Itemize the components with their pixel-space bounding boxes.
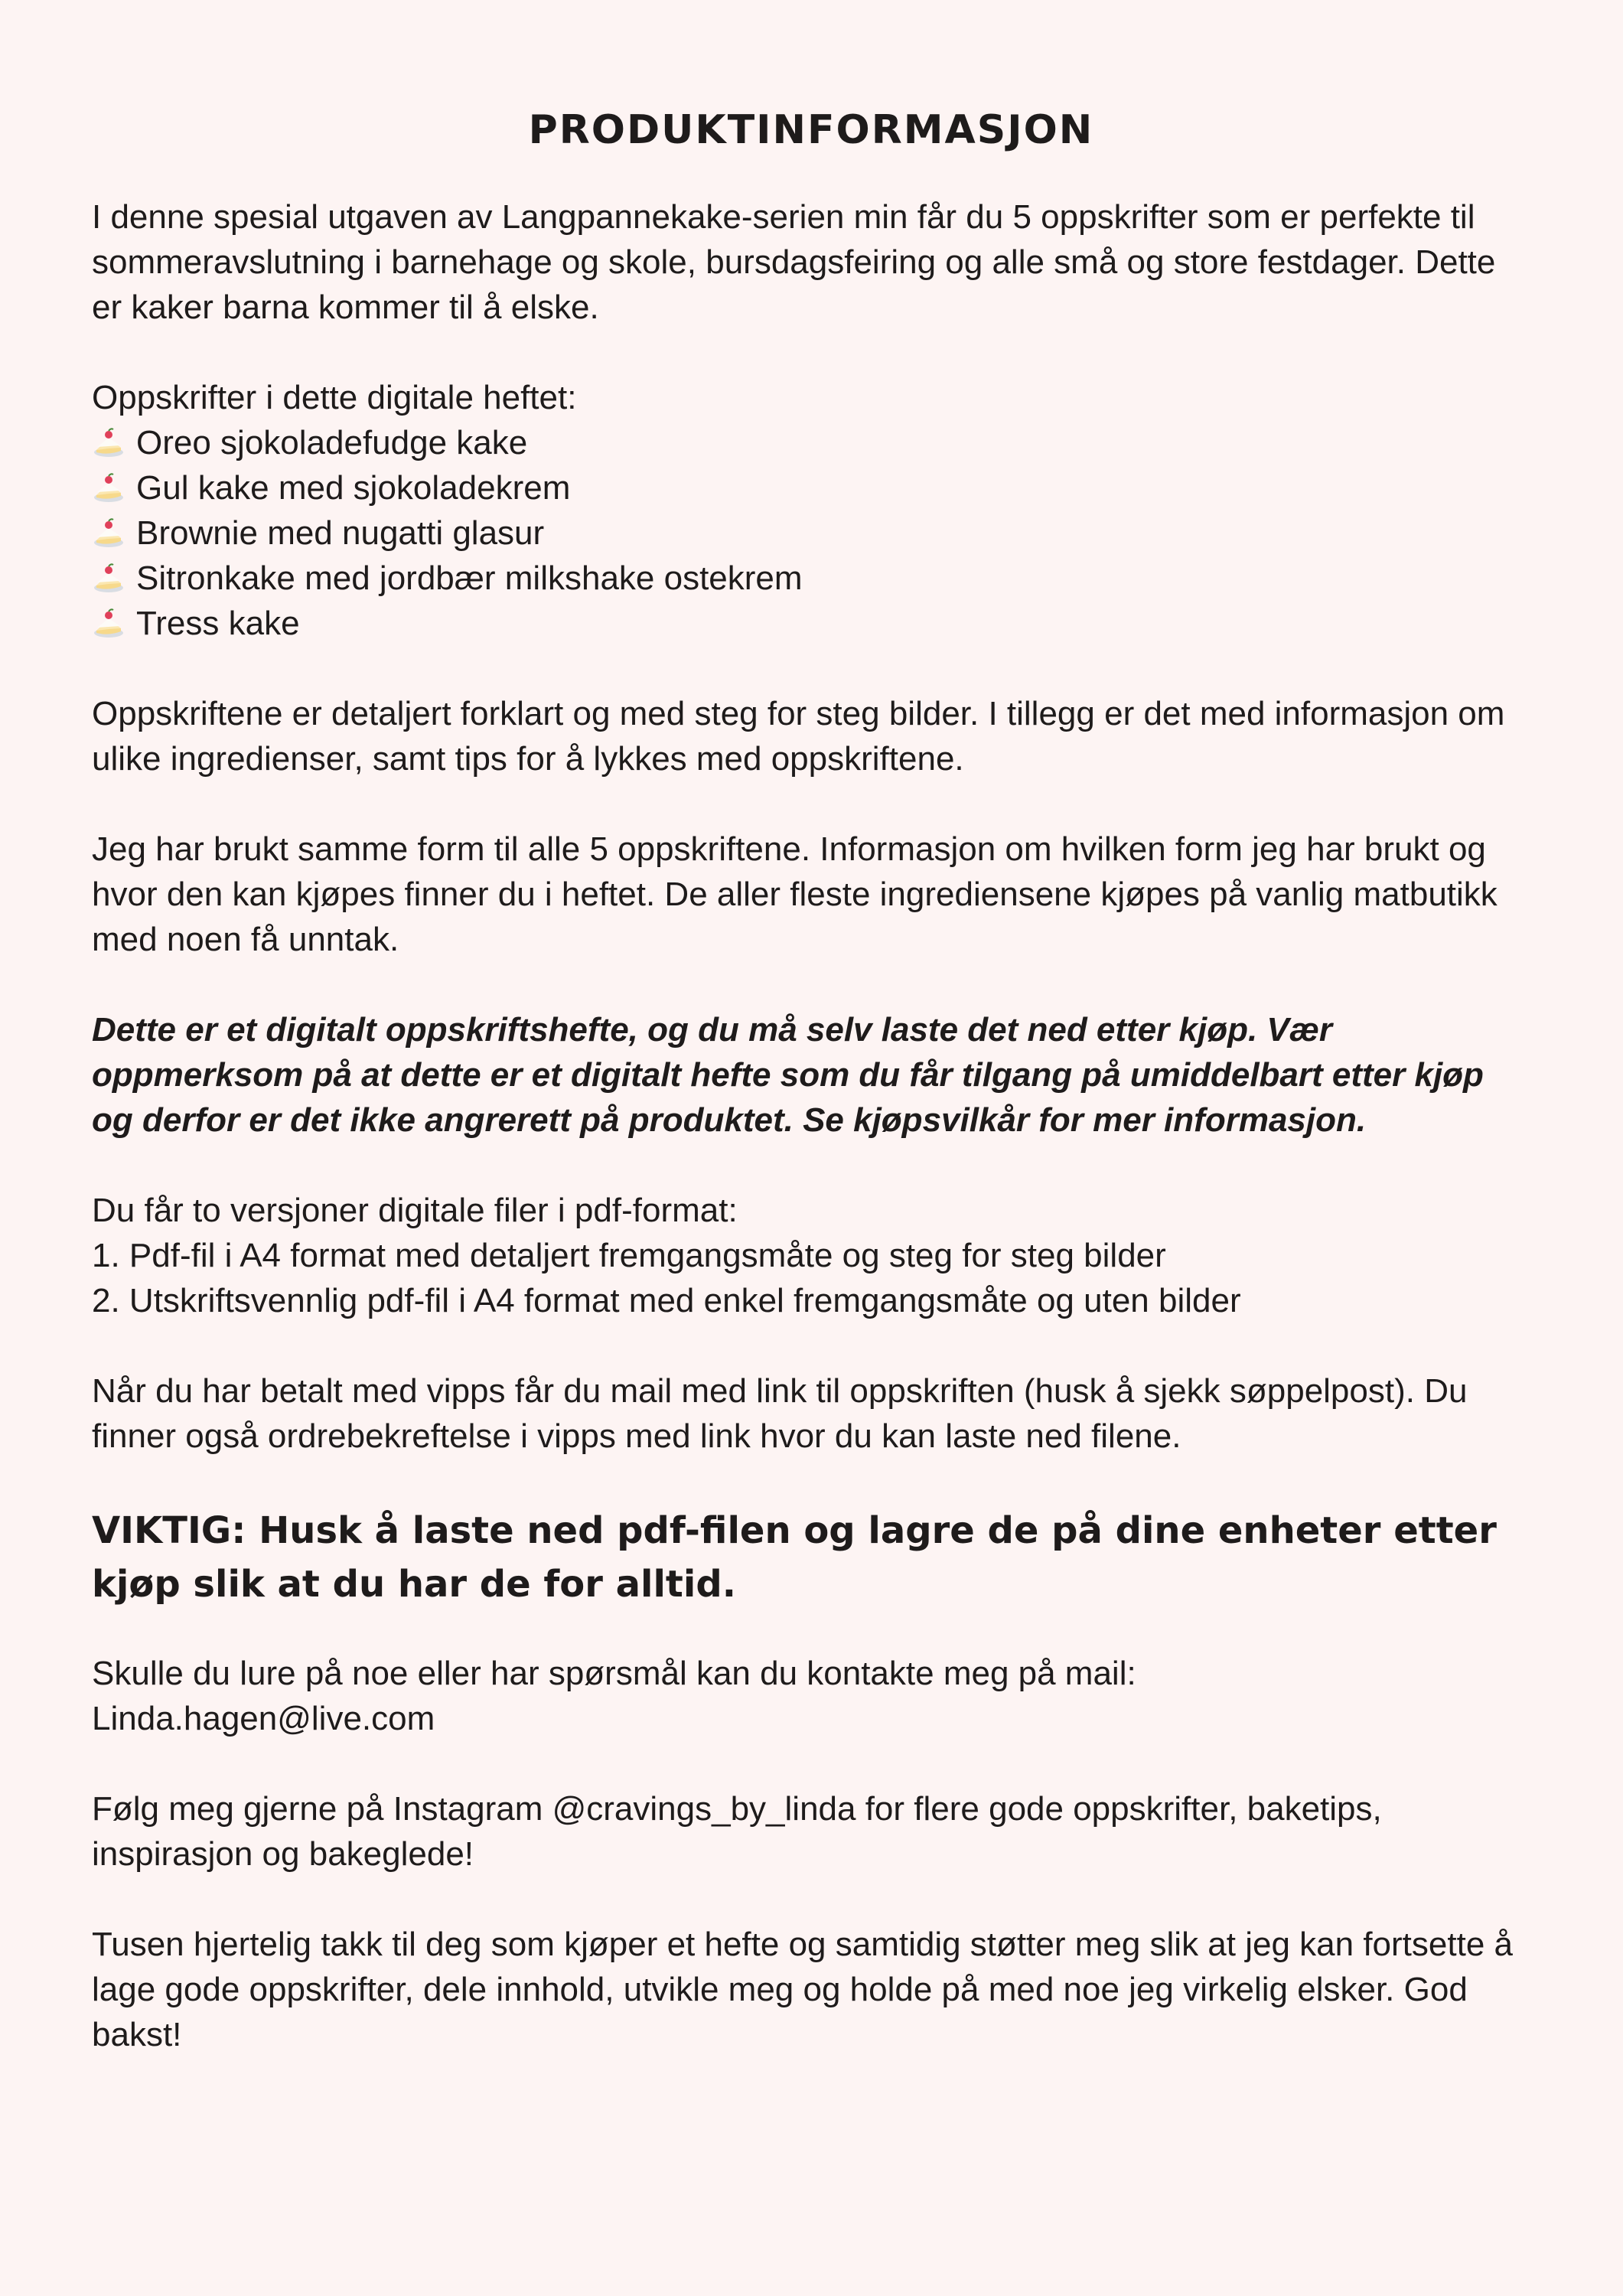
recipe-label: Brownie med nugatti glasur [136, 514, 545, 552]
details-text: Oppskriftene er detaljert forklart og med steg for steg bilder. I tillegg er det med informasjon om ulike ingredienser, samt tips for å lykkes med oppskriftene. [92, 695, 1505, 778]
vipps-text: Når du har betalt med vipps får du mail med link til oppskriften (husk å sjekk søppelpost). Du finner også ordrebekreftelse i vipps med link hvor du kan laste ned filene. [92, 1372, 1468, 1455]
intro-paragraph [92, 194, 1530, 330]
recipe-item [92, 465, 1530, 510]
recipe-item [92, 556, 1530, 601]
contact-email: Linda.hagen@live.com [92, 1700, 435, 1737]
intro-text: I denne spesial utgaven av Langpannekake-serien min får du 5 oppskrifter som er perfekte til sommeravslutning i barnehage og skole, bursdagsfeiring og alle små og store festdager. Dette er kaker barna kommer til å elske. [92, 198, 1496, 326]
contact-section [92, 1651, 1530, 1741]
thanks-paragraph [92, 1922, 1530, 2057]
cake-slice-icon [92, 425, 125, 458]
recipe-label: Sitronkake med jordbær milkshake ostekrem [136, 559, 803, 597]
page-title: PRODUKTINFORMASJON [528, 107, 1094, 153]
form-info-paragraph [92, 827, 1530, 962]
details-paragraph [92, 691, 1530, 781]
important-notice: VIKTIG: Husk å laste ned pdf-filen og lagre de på dine enheter etter kjøp slik at du har de for alltid. [92, 1509, 1497, 1606]
recipe-label: Gul kake med sjokoladekrem [136, 469, 571, 507]
recipe-item [92, 420, 1530, 465]
cake-slice-icon [92, 560, 125, 594]
vipps-paragraph [92, 1368, 1530, 1459]
cake-slice-icon [92, 470, 125, 504]
cake-slice-icon [92, 515, 125, 549]
digital-notice-text: Dette er et digitalt oppskriftshefte, og du må selv laste det ned etter kjøp. Vær oppmerksom på at dette er et digitalt hefte som du får tilgang på umiddelbart etter kjøp og derfor er det ikke angrerett på produktet. Se kjøpsvilkår for mer informasjon. [92, 1011, 1484, 1139]
instagram-paragraph [92, 1786, 1530, 1877]
document-page [92, 99, 1530, 2102]
instagram-text: Følg meg gjerne på Instagram @cravings_by_linda for flere gode oppskrifter, baketips, inspirasjon og bakeglede! [92, 1790, 1382, 1873]
recipe-label: Tress kake [136, 605, 300, 642]
versions-heading: Du får to versjoner digitale filer i pdf-format: [92, 1192, 738, 1229]
digital-notice-paragraph [92, 1007, 1530, 1143]
recipe-list [92, 420, 1530, 646]
recipe-item [92, 601, 1530, 646]
version-item: 2. Utskriftsvennlig pdf-fil i A4 format med enkel fremgangsmåte og uten bilder [92, 1282, 1241, 1319]
thanks-text: Tusen hjertelig takk til deg som kjøper et hefte og samtidig støtter meg slik at jeg kan fortsette å lage gode oppskrifter, dele innhold, utvikle meg og holde på med noe jeg virkelig elsker. God bakst! [92, 1926, 1513, 2053]
recipes-heading: Oppskrifter i dette digitale heftet: [92, 379, 577, 416]
recipe-item [92, 510, 1530, 556]
contact-text: Skulle du lure på noe eller har spørsmål kan du kontakte meg på mail: [92, 1655, 1136, 1692]
recipes-section [92, 375, 1530, 646]
version-item: 1. Pdf-fil i A4 format med detaljert fremgangsmåte og steg for steg bilder [92, 1237, 1166, 1274]
cake-slice-icon [92, 605, 125, 639]
versions-section [92, 1188, 1530, 1323]
form-info-text: Jeg har brukt samme form til alle 5 oppskriftene. Informasjon om hvilken form jeg har brukt og hvor den kan kjøpes finner du i heftet. De aller fleste ingrediensene kjøpes på vanlig matbutikk med noen få unntak. [92, 830, 1498, 958]
recipe-label: Oreo sjokoladefudge kake [136, 424, 528, 461]
